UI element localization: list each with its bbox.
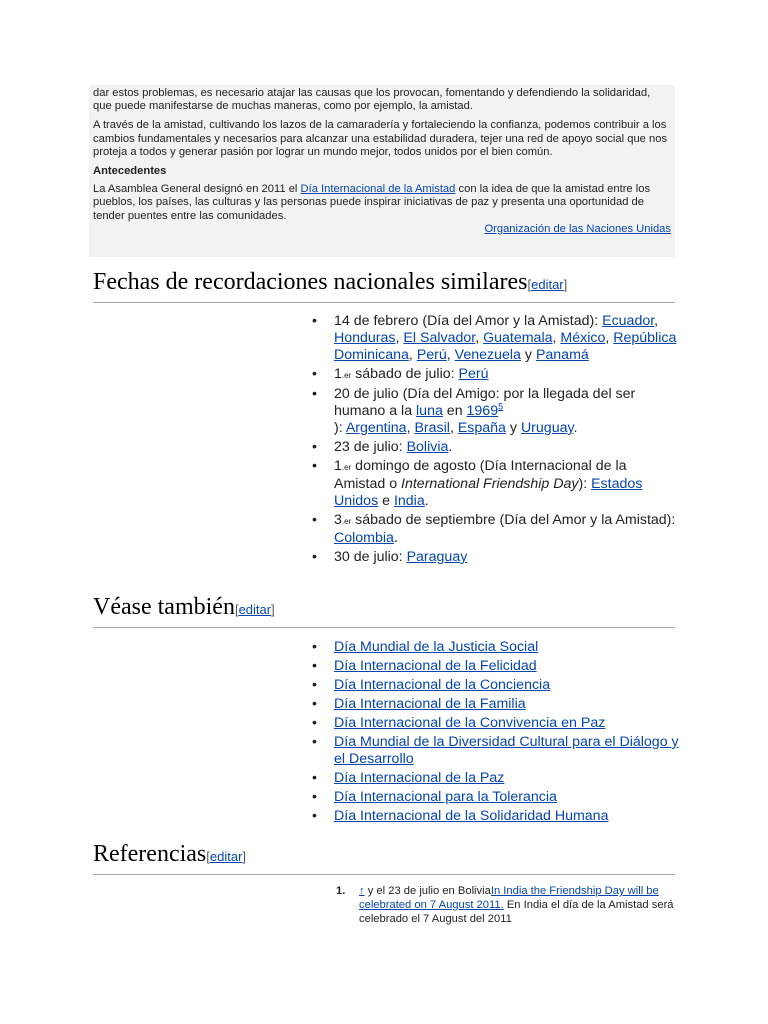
link[interactable]: Día Internacional de la Paz	[334, 770, 505, 786]
edit-section	[206, 849, 246, 864]
link[interactable]: Estados Unidos	[334, 476, 643, 509]
list-item	[310, 677, 680, 694]
text: en	[442, 403, 467, 419]
link[interactable]: Guatemala	[483, 330, 553, 346]
list-item	[310, 734, 680, 768]
link[interactable]: Ecuador	[602, 313, 655, 329]
text: 1	[334, 458, 342, 474]
heading-referencias	[93, 840, 675, 875]
list-item	[310, 439, 680, 456]
bracket: ]	[271, 602, 275, 617]
link-onu[interactable]: Organización de las Naciones Unidas	[484, 222, 671, 235]
sep: ,	[408, 347, 417, 363]
link[interactable]: Día Internacional de la Felicidad	[334, 658, 537, 674]
link-dia-internacional-amistad[interactable]: Día Internacional de la Amistad	[300, 183, 456, 196]
heading-fechas	[93, 268, 675, 303]
sep: ,	[552, 330, 561, 346]
heading-vease	[93, 593, 675, 628]
text: domingo de agosto (Día Internacional de la Amistad o	[334, 458, 627, 492]
text: 23 de julio:	[334, 439, 407, 455]
edit-link[interactable]: editar	[209, 849, 243, 864]
quote-source	[93, 223, 671, 236]
list-item	[310, 366, 680, 384]
list-item	[310, 789, 680, 806]
link[interactable]: Día Mundial de la Diversidad Cultural para el Diálogo y el Desarrollo	[334, 734, 679, 767]
bracket: [	[206, 849, 210, 864]
text: International Friendship Day	[401, 476, 579, 492]
heading-text: Fechas de recordaciones nacionales similares	[93, 269, 528, 295]
sep: ,	[449, 420, 458, 436]
ordinal: .er	[341, 371, 352, 380]
link[interactable]: Bolivia	[406, 439, 449, 455]
sep: .	[448, 439, 453, 455]
link[interactable]: España	[457, 420, 506, 436]
quote-paragraph-3	[93, 183, 671, 223]
back-arrow-icon[interactable]: ↑	[359, 885, 365, 897]
link[interactable]: Uruguay	[520, 420, 574, 436]
text: En India el día de la Amistad será celebrado el 7 August del 2011	[359, 899, 674, 925]
text: con la idea de que la amistad entre los pueblos, los países, las culturas y las personas puede inspirar iniciativas de paz y presenta una oportunidad de tender puentes entre las comunidades.	[93, 183, 651, 222]
sep: e	[378, 493, 394, 509]
link[interactable]: Día Internacional de la Familia	[334, 696, 526, 712]
link[interactable]: Perú	[458, 366, 489, 382]
link[interactable]: Colombia	[334, 530, 394, 546]
link[interactable]: Día Mundial de la Justicia Social	[334, 639, 539, 655]
sep: .	[424, 493, 429, 509]
ordinal: .er	[341, 463, 352, 472]
bracket: [	[234, 602, 239, 617]
text: ):	[334, 420, 346, 436]
link[interactable]: Argentina	[345, 420, 407, 436]
references-list	[336, 884, 681, 926]
text: y el 23 de julio en Bolivia	[364, 885, 491, 897]
link[interactable]: Brasil	[414, 420, 450, 436]
citation-link[interactable]: 5	[498, 401, 504, 412]
link[interactable]: Perú	[416, 347, 447, 363]
quote-heading: Antecedentes	[93, 165, 167, 178]
sep: ,	[406, 420, 415, 436]
list-item	[310, 715, 680, 732]
text: 30 de julio:	[334, 549, 407, 565]
reference-item	[336, 884, 681, 926]
edit-link[interactable]: editar	[531, 277, 564, 292]
ordinal: .er	[341, 517, 352, 526]
list-item	[310, 808, 680, 825]
link[interactable]: República Dominicana	[334, 330, 677, 363]
reference-link[interactable]: In India the Friendship Day will be celebrated on 7 August 2011.	[359, 885, 659, 911]
list-item	[310, 639, 680, 656]
text: 14 de febrero (Día del Amor y la Amistad):	[334, 313, 603, 329]
edit-section	[527, 277, 567, 292]
edit-link[interactable]: editar	[238, 602, 272, 617]
list-item	[310, 770, 680, 787]
sep: ,	[654, 313, 659, 329]
link[interactable]: India	[393, 493, 425, 509]
list-item	[310, 512, 680, 547]
heading-text: Véase también	[93, 594, 235, 620]
sep: .	[573, 420, 578, 436]
reference-number: 1.	[336, 885, 346, 897]
quote-paragraph-2: A través de la amistad, cultivando los lazos de la camaradería y fortaleciendo la confianza, podemos contribuir a los cambios fundamentales y necesarios para alcanzar una estabilidad duradera, tejer una red de apoyo social que nos proteja a todos y generar pasión por lograr un mundo mejor, todos unidos por el bien común.	[93, 119, 668, 158]
link[interactable]: México	[560, 330, 606, 346]
sep: y	[505, 420, 521, 436]
text: 20 de julio (Día del Amigo: por la llegada del ser humano a la	[334, 386, 636, 419]
list-item	[310, 313, 680, 364]
list-item	[310, 549, 680, 566]
link[interactable]: Día Internacional de la Conciencia	[334, 677, 551, 693]
text: 1	[334, 366, 342, 382]
text: sábado de julio:	[351, 366, 459, 382]
link[interactable]: Panamá	[535, 347, 589, 363]
vease-list	[310, 639, 680, 827]
sep: y	[520, 347, 536, 363]
bracket: [	[527, 277, 532, 292]
link[interactable]: El Salvador	[403, 330, 476, 346]
link[interactable]: Día Internacional para la Tolerancia	[334, 789, 557, 805]
text: La Asamblea General designó en 2011 el	[93, 183, 301, 196]
list-item	[310, 458, 680, 510]
link[interactable]: Paraguay	[406, 549, 468, 565]
edit-section	[235, 602, 275, 617]
list-item	[310, 696, 680, 713]
text: sábado de septiembre (Día del Amor y la Amistad):	[351, 512, 676, 528]
sep: ,	[605, 330, 614, 346]
list-item	[310, 658, 680, 675]
fechas-list	[310, 313, 680, 568]
text: ):	[578, 476, 592, 492]
list-item	[310, 386, 680, 437]
sep: .	[393, 530, 398, 546]
bracket: ]	[563, 277, 568, 292]
sep: ,	[475, 330, 484, 346]
link[interactable]: Día Internacional de la Convivencia en Paz	[334, 715, 606, 731]
sep: ,	[446, 347, 455, 363]
link[interactable]: Venezuela	[454, 347, 521, 363]
bracket: ]	[242, 849, 247, 864]
link[interactable]: luna	[416, 403, 443, 419]
link[interactable]: Día Internacional de la Solidaridad Humana	[334, 808, 609, 824]
quote-paragraph-1: dar estos problemas, es necesario atajar las causas que los provocan, fomentando y defendiendo la solidaridad, que puede manifestarse de muchas maneras, como por ejemplo, la amistad.	[93, 87, 651, 113]
sep: ,	[395, 330, 404, 346]
link[interactable]: Honduras	[334, 330, 396, 346]
text: 3	[334, 512, 342, 528]
quote-box	[89, 85, 675, 257]
link[interactable]: 1969	[466, 403, 499, 419]
heading-text: Referencias	[93, 841, 207, 867]
